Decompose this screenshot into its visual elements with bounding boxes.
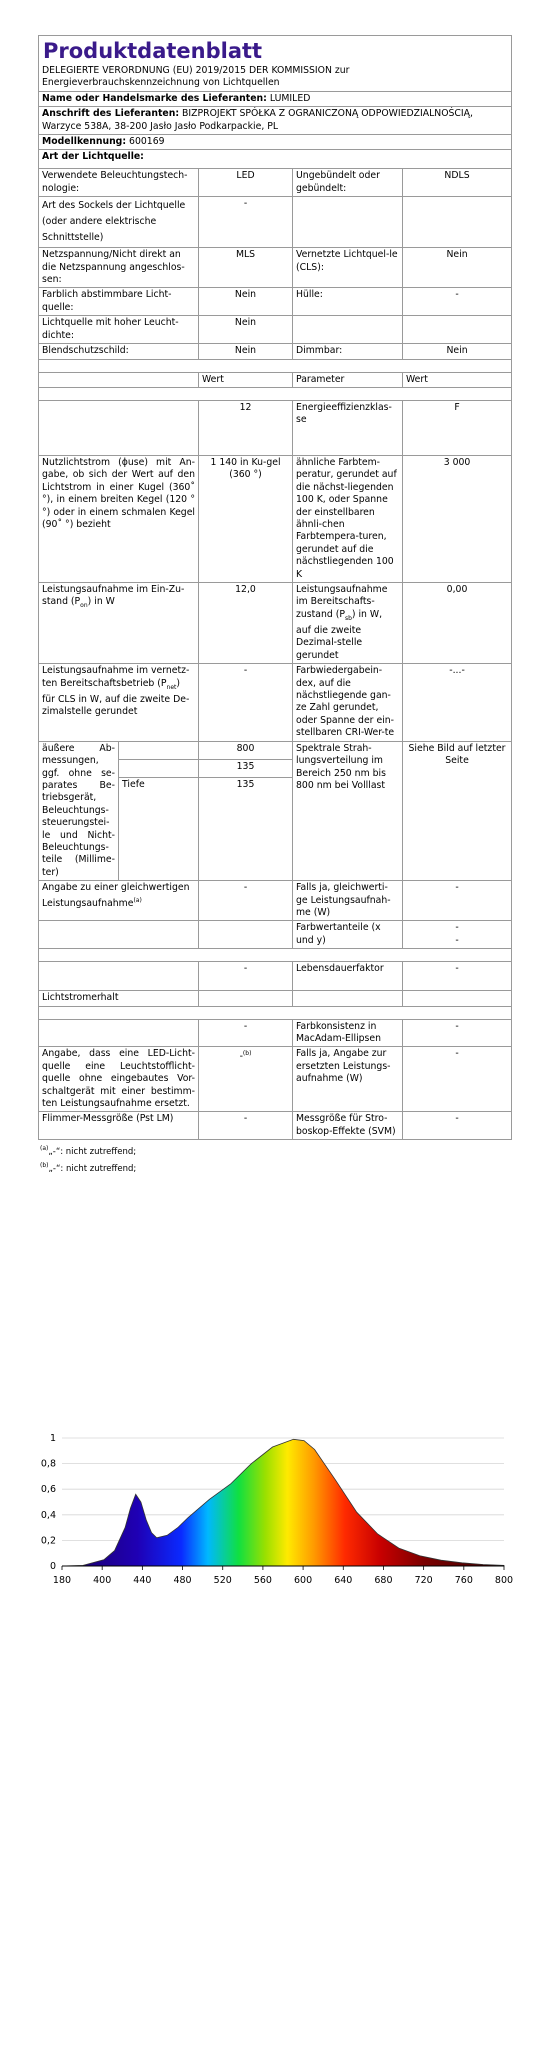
- unbundled-value: NDLS: [403, 169, 512, 197]
- equivalent-power-w-value: -: [403, 881, 512, 921]
- supplier-address: BIZPROJEKT SPÓŁKA Z OGRANICZONĄ ODPOWIEDZIALNOŚCIĄ, Warzyce 538A, 38-200 Jasło Jasło Podkarpackie, PL: [42, 108, 473, 132]
- svm-label: Messgröße für Stro-boskop-Effekte (SVM): [293, 1112, 403, 1140]
- chromaticity-label: Farbwertanteile (x und y): [293, 921, 403, 949]
- tunable-label: Farblich abstimmbare Licht-quelle:: [39, 288, 199, 316]
- depth-label: Tiefe: [119, 778, 199, 881]
- x-tick-label: 400: [93, 1575, 112, 1586]
- lifetime-factor-label: Lebensdauerfaktor: [293, 962, 403, 991]
- networked-standby-value: -: [199, 664, 293, 741]
- cri-value: -...-: [403, 664, 512, 741]
- replacement-value: -$^{(b)}$: [199, 1047, 293, 1112]
- high-luminance-value: Nein: [199, 316, 293, 344]
- envelope-label: Hülle:: [293, 288, 403, 316]
- macadam-indicator: -: [199, 1019, 293, 1047]
- y-tick-label: 0,2: [40, 1535, 56, 1547]
- socket-value: -: [199, 197, 293, 248]
- y-tick-label: 1: [49, 1433, 56, 1444]
- x-tick-label: 180: [52, 1575, 72, 1586]
- footnotes: [38, 1140, 511, 1178]
- x-tick-label: 480: [173, 1575, 192, 1586]
- datasheet-table: [38, 35, 512, 1140]
- supplier-name-label: Name oder Handelsmarke des Lieferanten:: [42, 92, 267, 104]
- replacement-label: Angabe, dass eine LED-Licht-quelle eine Leuchtstofflicht-quelle ohne eingebautes Vor-schaltgerät mit einer bestimm-ten Leistungsaufnahme ersetzt.: [39, 1047, 199, 1112]
- cls-value: Nein: [403, 248, 512, 288]
- model-id: 600169: [129, 136, 165, 148]
- dimensions-label: äußere Ab-messungen, ggf. ohne se-parates Be-triebsgerät, Beleuchtungs-steuerungstei-le und Nicht-Beleuchtungs-teile (Millime-ter): [39, 741, 119, 880]
- flux-value: 1 140 in Ku-gel (360 °): [199, 455, 293, 582]
- power-on-label: Leistungsaufnahme im Ein-Zu-stand $(P_{on})$ in W: [39, 582, 199, 663]
- spectral-distribution-chart: [22, 1420, 522, 1600]
- equivalent-power-indicator: -: [199, 881, 293, 921]
- spectrum-area: [62, 1439, 504, 1566]
- flux-label: Nutzlichtstrom (ɸuse) mit An-gabe, ob sich der Wert auf den Lichtstrom in einer Kugel (360˚ °), in einem breiten Kegel (120 ° °) oder in einem schmalen Kegel (90˚ °) bezieht: [39, 455, 199, 582]
- envelope-value: -: [403, 288, 512, 316]
- supplier-name-row: [39, 91, 512, 106]
- depth-value: 135: [199, 778, 293, 881]
- model-label: Modellkennung:: [42, 136, 127, 148]
- y-tick-label: 0,4: [40, 1509, 56, 1521]
- tech-label: Verwendete Beleuchtungstech-nologie:: [39, 169, 199, 197]
- x-tick-label: 600: [294, 1575, 313, 1586]
- x-tick-label: 680: [374, 1575, 393, 1586]
- y-tick-label: 0: [49, 1561, 56, 1572]
- x-tick-label: 520: [213, 1575, 232, 1586]
- x-tick-label: 640: [334, 1575, 353, 1586]
- spectrum-svg: [22, 1420, 522, 1600]
- equivalent-power-w-label: Falls ja, gleichwerti-ge Leistungsaufnah-me (W): [293, 881, 403, 921]
- page-title: Produktdatenblatt: [43, 39, 263, 63]
- macadam-value: -: [403, 1019, 512, 1047]
- replacement-power-value: -: [403, 1047, 512, 1112]
- svm-value: -: [403, 1112, 512, 1140]
- product-datasheet: [38, 35, 511, 1178]
- macadam-label: Farbkonsistenz in MacAdam-Ellipsen: [293, 1019, 403, 1047]
- height-value: 800: [199, 741, 293, 759]
- chromaticity-value: - -: [403, 921, 512, 949]
- footnote-a: $^{(a)}$„-“: nicht zutreffend;: [40, 1145, 137, 1158]
- y-tick-label: 0,6: [40, 1484, 56, 1496]
- mains-label: Netzspannung/Nicht direkt an die Netzspannung angeschlos-sen:: [39, 248, 199, 288]
- cri-label: Farbwiedergabein-dex, auf die nächstliegende gan-ze Zahl gerundet, oder Spanne der ein-stellbaren CRI-Wer-te: [293, 664, 403, 741]
- networked-standby-label: Leistungsaufnahme im vernetz-ten Bereitschaftsbetrieb $(P_{net})$ für CLS in W, auf die zweite De-zimalstelle gerundet: [39, 664, 199, 741]
- width-value: 135: [199, 759, 293, 777]
- power-on-value: 12,0: [199, 582, 293, 663]
- mains-value: MLS: [199, 248, 293, 288]
- y-tick-label: 0,8: [40, 1458, 56, 1470]
- lifetime-indicator: -: [199, 962, 293, 991]
- address-label: Anschrift des Lieferanten:: [42, 108, 180, 120]
- value-header-1: Wert: [199, 372, 293, 387]
- x-tick-label: 760: [454, 1575, 473, 1586]
- tunable-value: Nein: [199, 288, 293, 316]
- replacement-power-label: Falls ja, Angabe zur ersetzten Leistungs-aufnahme (W): [293, 1047, 403, 1112]
- dimmable-value: Nein: [403, 344, 512, 359]
- energy-class-label: Energieeffizienzklas-se: [293, 400, 403, 455]
- dimmable-label: Dimmbar:: [293, 344, 403, 359]
- cct-value: 3 000: [403, 455, 512, 582]
- high-luminance-label: Lichtquelle mit hoher Leucht-dichte:: [39, 316, 199, 344]
- cls-label: Vernetzte Lichtquel-le (CLS):: [293, 248, 403, 288]
- lifetime-factor-value: -: [403, 962, 512, 991]
- tech-value: LED: [199, 169, 293, 197]
- energy-class-value: F: [403, 400, 512, 455]
- x-tick-label: 440: [133, 1575, 152, 1586]
- x-tick-label: 560: [253, 1575, 272, 1586]
- glare-shield-label: Blendschutzschild:: [39, 344, 199, 359]
- supplier-address-row: [39, 107, 512, 135]
- flicker-value: -: [199, 1112, 293, 1140]
- flicker-label: Flimmer-Messgröße (Pst LM): [39, 1112, 199, 1140]
- standby-value: 0,00: [403, 582, 512, 663]
- unbundled-label: Ungebündelt oder gebündelt:: [293, 169, 403, 197]
- lumen-maintenance-label: Lichtstromerhalt: [39, 991, 199, 1006]
- supplier-name: LUMILED: [269, 92, 311, 104]
- energy-value: 12: [199, 400, 293, 455]
- socket-label: Art des Sockels der Lichtquelle (oder andere elektrische Schnittstelle): [39, 197, 199, 248]
- spectral-value: Siehe Bild auf letzter Seite: [403, 741, 512, 880]
- x-tick-label: 800: [494, 1575, 514, 1586]
- cct-label: ähnliche Farbtem-peratur, gerundet auf die nächst-liegenden 100 K, oder Spanne der einstellbaren ähnli-chen Farbtempera-turen, gerundet auf die nächstliegenden 100 K: [293, 455, 403, 582]
- light-source-type-heading: Art der Lichtquelle:: [39, 150, 512, 169]
- value-header-2: Wert: [403, 372, 512, 387]
- equivalent-power-label: Angabe zu einer gleichwertigen Leistungsaufnahme$^{(a)}$: [39, 881, 199, 921]
- standby-label: Leistungsaufnahme im Bereitschafts-zustand $(P_{sb})$ in W, auf die zweite Dezimal-stelle gerundet: [293, 582, 403, 663]
- parameter-header: Parameter: [293, 372, 403, 387]
- x-tick-label: 720: [414, 1575, 433, 1586]
- footnote-b: $^{(b)}$„-“: nicht zutreffend;: [40, 1162, 137, 1174]
- model-row: [39, 135, 512, 150]
- glare-shield-value: Nein: [199, 344, 293, 359]
- spectral-label: Spektrale Strah-lungsverteilung im Bereich 250 nm bis 800 nm bei Volllast: [293, 741, 403, 880]
- regulation-text: DELEGIERTE VERORDNUNG (EU) 2019/2015 DER KOMMISSION zur Energieverbrauchskennzeichnung von Lichtquellen: [39, 64, 512, 91]
